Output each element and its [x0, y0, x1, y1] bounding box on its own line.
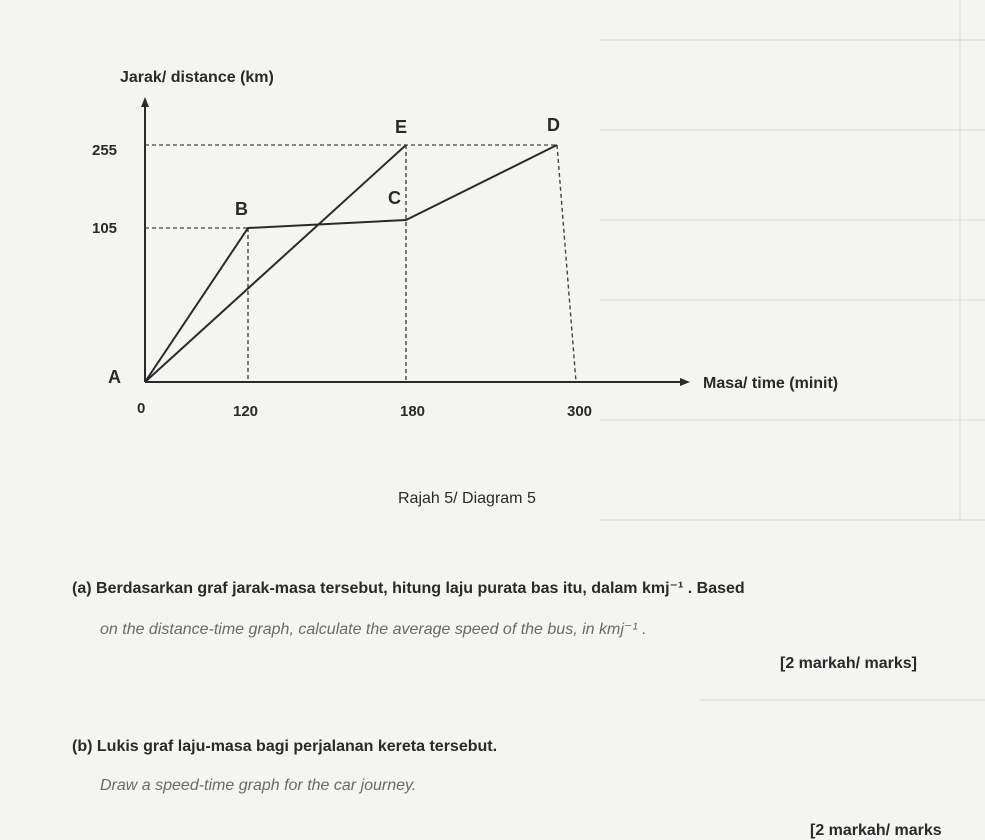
series-bus-line — [145, 145, 557, 382]
point-label-d: D — [547, 115, 560, 135]
question-a-label: (a) — [72, 580, 92, 597]
question-b-marks: [2 markah/ marks — [810, 822, 942, 839]
y-axis-arrow — [141, 97, 149, 107]
y-tick-105: 105 — [92, 220, 118, 237]
point-label-b: B — [235, 199, 248, 219]
point-label-e: E — [395, 117, 408, 137]
x-axis-title: Masa/ time (minit) — [703, 375, 839, 392]
diagram-caption: Rajah 5/ Diagram 5 — [398, 490, 536, 507]
question-b-text-english: Draw a speed-time graph for the car journey. — [100, 777, 417, 794]
y-tick-255: 255 — [92, 142, 118, 159]
question-a-line1 — [72, 578, 745, 598]
x-tick-300: 300 — [567, 403, 593, 420]
x-tick-0: 0 — [137, 400, 146, 417]
question-a-text-malay: Berdasarkan graf jarak-masa tersebut, hitung laju purata bas itu, dalam kmj⁻¹ . Based — [96, 580, 745, 597]
question-b-label: (b) — [72, 738, 93, 755]
point-label-c: C — [388, 188, 401, 208]
guide-300 — [557, 145, 576, 382]
question-b-text-malay: Lukis graf laju-masa bagi perjalanan kereta tersebut. — [96, 738, 498, 755]
question-a-text-english: on the distance-time graph, calculate the average speed of the bus, in kmj⁻¹ . — [100, 621, 647, 638]
question-a-marks: [2 markah/ marks] — [780, 655, 917, 672]
question-b-line1 — [72, 738, 497, 756]
point-label-a: A — [108, 367, 121, 387]
series-car-line — [145, 145, 406, 382]
x-axis-arrow — [680, 378, 690, 386]
y-axis-title: Jarak/ distance (km) — [120, 69, 274, 86]
x-tick-180: 180 — [400, 403, 426, 420]
x-tick-120: 120 — [233, 403, 259, 420]
